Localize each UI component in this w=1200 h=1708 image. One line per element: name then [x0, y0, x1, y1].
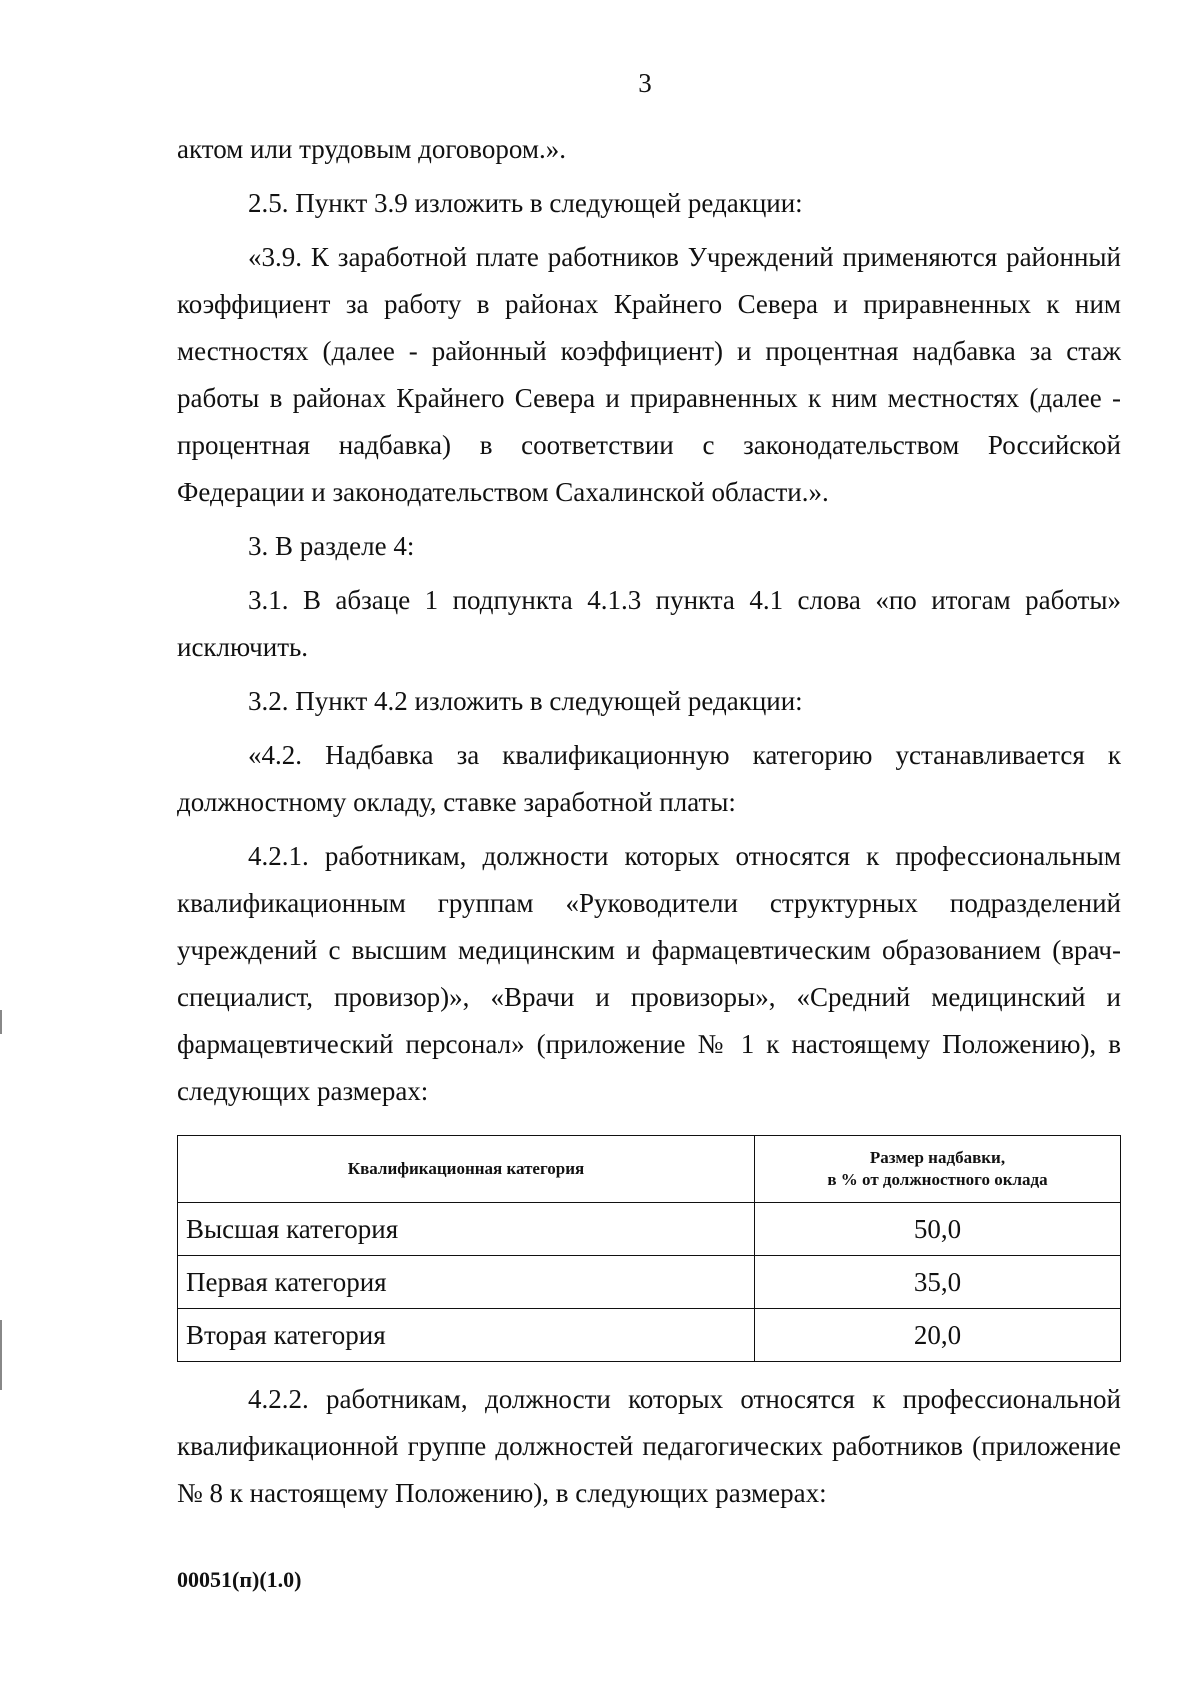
- category-cell: Первая категория: [178, 1256, 755, 1309]
- value-cell: 35,0: [755, 1256, 1121, 1309]
- allowance-table: [177, 1135, 1121, 1362]
- table-row: [178, 1256, 1121, 1309]
- scan-edge-line: [0, 1010, 2, 1034]
- category-cell: Высшая категория: [178, 1203, 755, 1256]
- table-header-row: [178, 1136, 1121, 1203]
- paragraph-2-5: 2.5. Пункт 3.9 изложить в следующей редакции:: [248, 188, 803, 218]
- table-row: [178, 1309, 1121, 1362]
- paragraph-4-2: «4.2. Надбавка за квалификационную категорию устанавливается к должностному окладу, ставке заработной платы:: [177, 740, 1121, 817]
- table-row: [178, 1203, 1121, 1256]
- paragraph-3-2: 3.2. Пункт 4.2 изложить в следующей редакции:: [248, 686, 803, 716]
- paragraph-section-3: 3. В разделе 4:: [248, 531, 415, 561]
- value-cell: 20,0: [755, 1309, 1121, 1362]
- paragraph-4-2-1: 4.2.1. работникам, должности которых относятся к профессиональным квалификационным группам «Руководители структурных подразделений учреждений с высшим медицинским и фармацевтическим образованием (врач-специалист, провизор)», «Врачи и провизоры», «Средний медицинский и фармацевтический персонал» (приложение № 1 к настоящему Положению), в следующих размерах:: [177, 841, 1121, 1106]
- allowance-table-wrapper: [177, 1135, 1121, 1362]
- header-size-line1: Размер надбавки,: [869, 1148, 1006, 1167]
- paragraph-3-9: «3.9. К заработной плате работников Учреждений применяются районный коэффициент за работу в районах Крайнего Севера и приравненных к ним местностях (далее - районный коэффициент) и процентная надбавка за стаж работы в районах Крайнего Севера и приравненных к ним местностях (далее - процентная надбавка) в соответствии с законодательством Российской Федерации и законодательством Сахалинской области.».: [177, 242, 1121, 507]
- page-number: 3: [638, 68, 652, 98]
- header-size: [755, 1136, 1121, 1203]
- document-code: 00051(п)(1.0): [177, 1567, 302, 1592]
- paragraph-continuation: актом или трудовым договором.».: [177, 134, 566, 164]
- value-cell: 50,0: [755, 1203, 1121, 1256]
- paragraph-4-2-2: 4.2.2. работникам, должности которых относятся к профессиональной квалификационной группе должностей педагогических работников (приложение № 8 к настоящему Положению), в следующих размерах:: [177, 1384, 1121, 1508]
- header-size-line2: в % от должностного оклада: [827, 1170, 1048, 1189]
- paragraph-3-1: 3.1. В абзаце 1 подпункта 4.1.3 пункта 4.1 слова «по итогам работы» исключить.: [177, 585, 1121, 662]
- scan-edge-line: [0, 1320, 2, 1390]
- document-body: [177, 126, 1121, 1524]
- header-category: Квалификационная категория: [178, 1136, 755, 1203]
- category-cell: Вторая категория: [178, 1309, 755, 1362]
